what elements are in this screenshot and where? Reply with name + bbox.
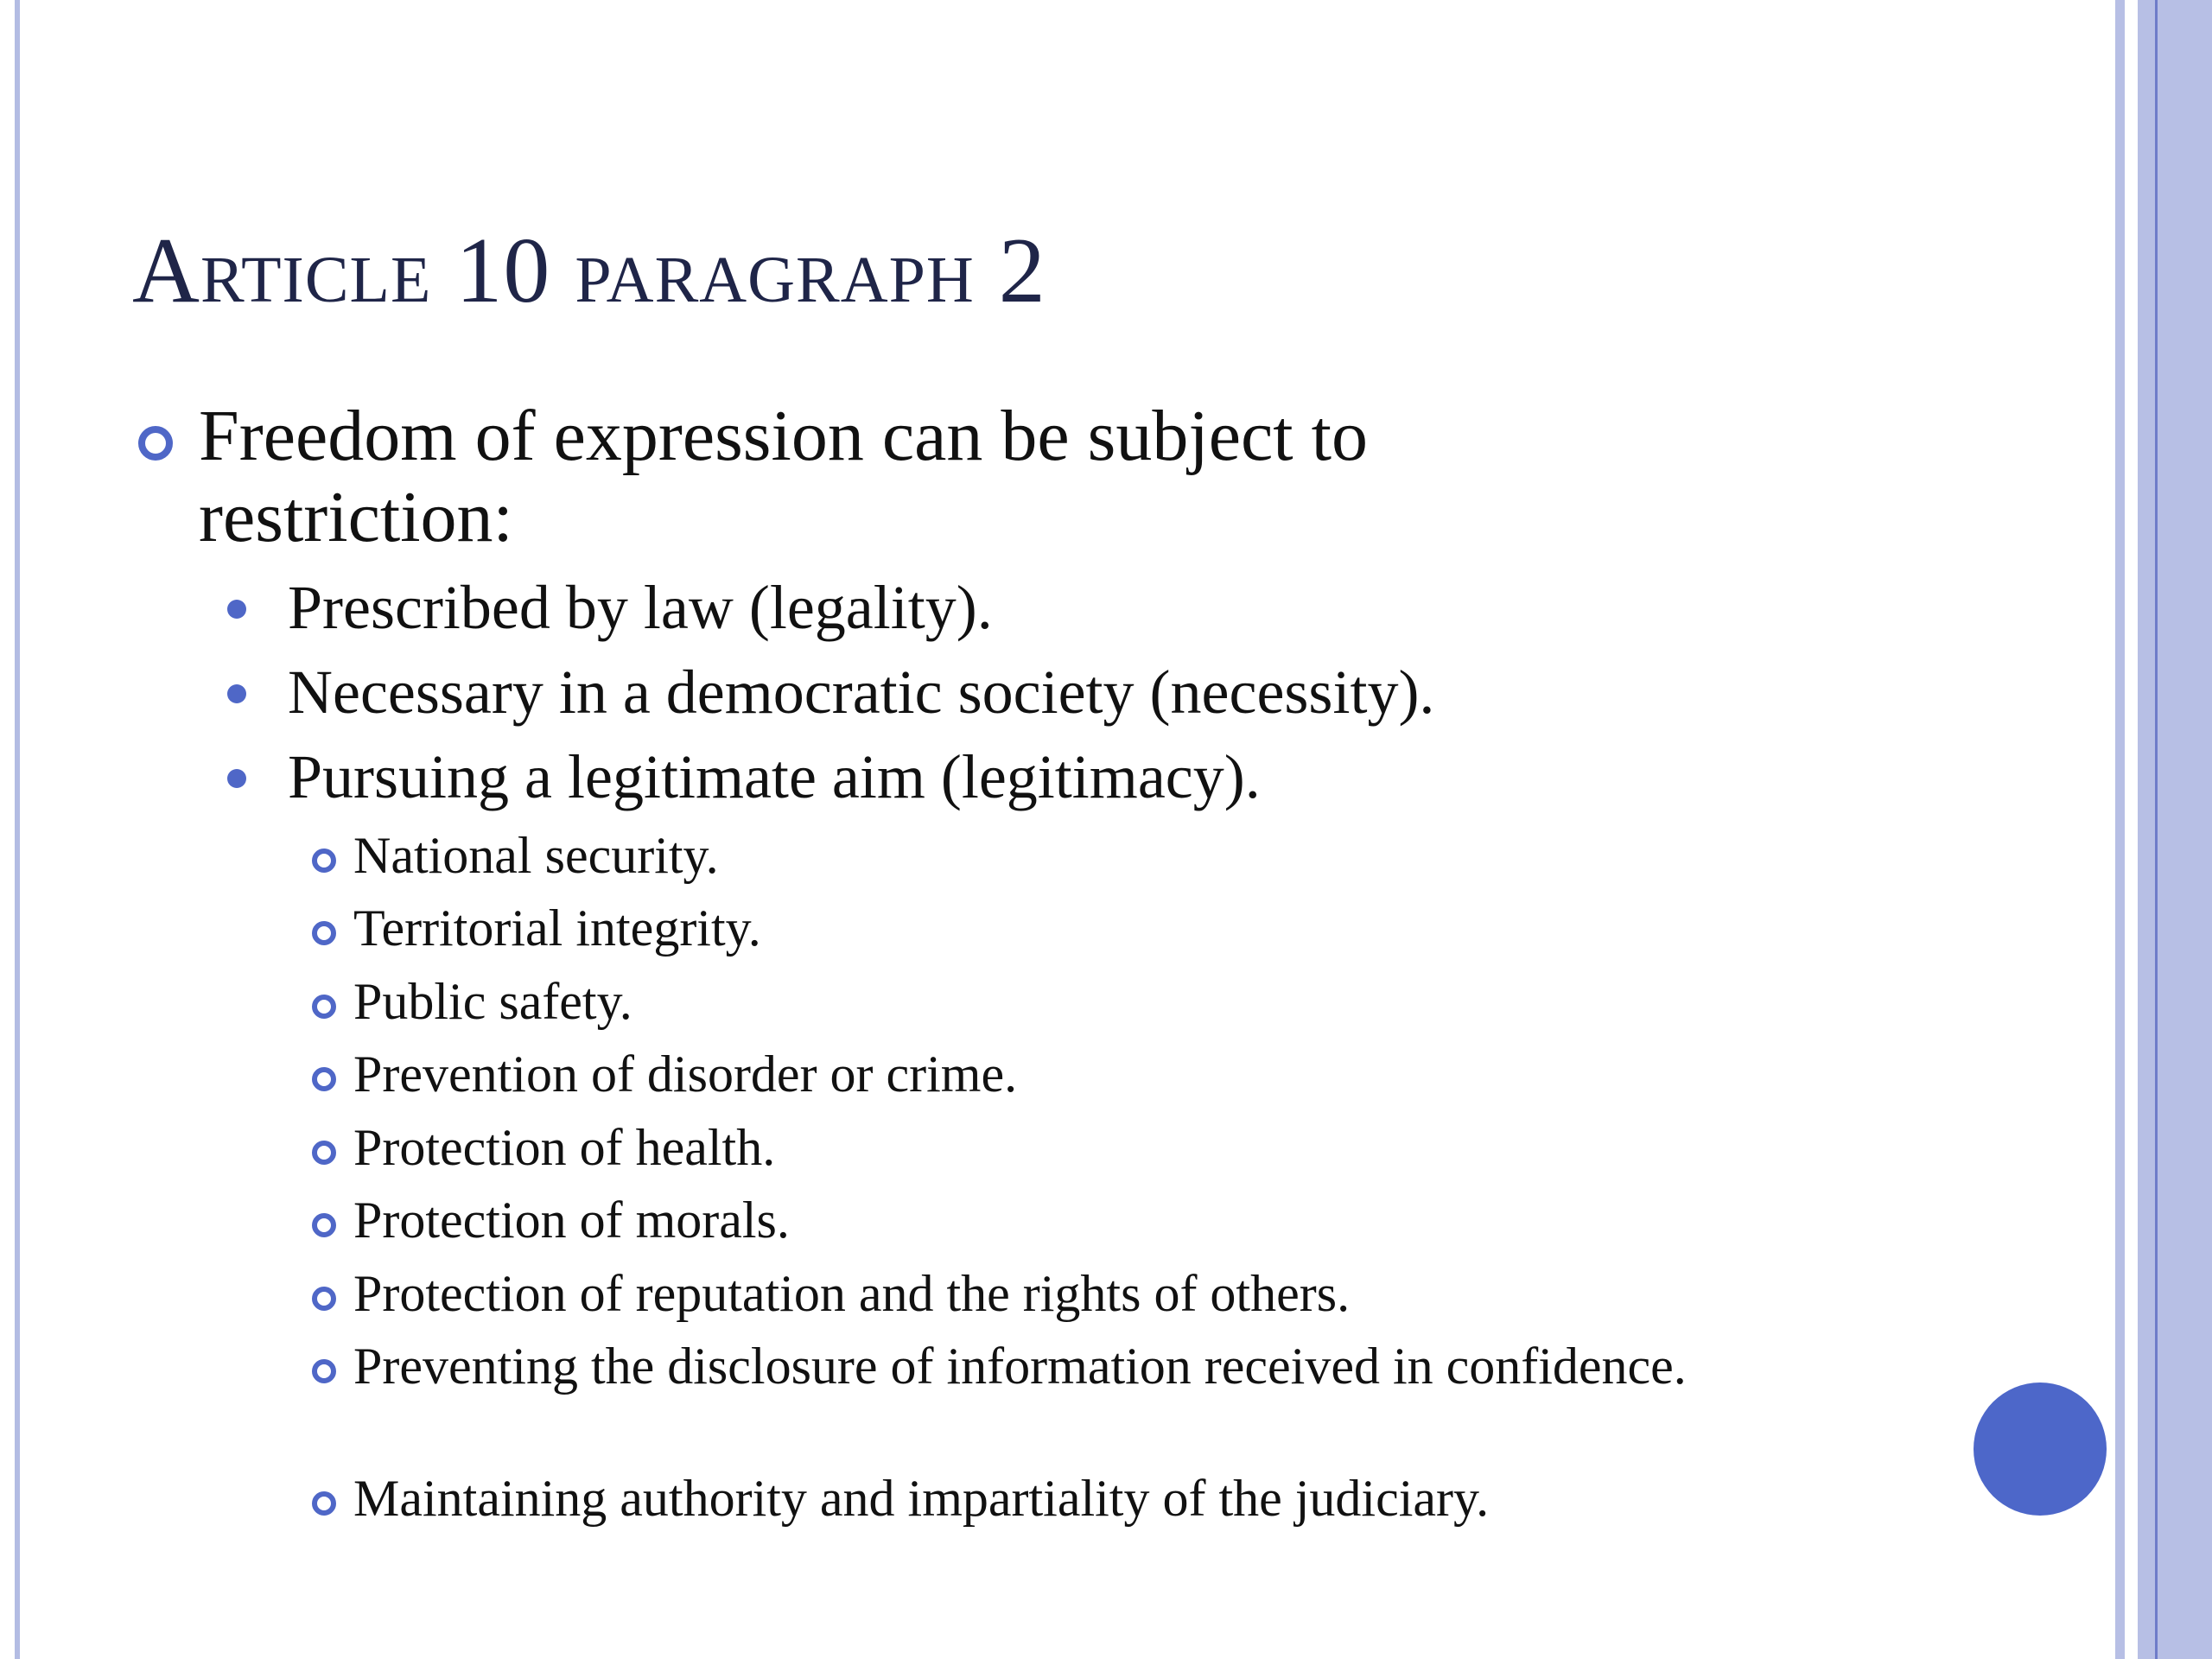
main-point-text: Freedom of expression can be subject to restriction: [199,396,1368,557]
ring-bullet-icon [312,1067,336,1091]
ring-bullet-icon [312,1359,336,1383]
aim-item: Preventing the disclosure of information received in confidence. [353,1338,1687,1395]
aim-item: National security. [353,827,719,884]
right-border-band [2138,0,2155,1659]
condition-item: Pursuing a legitimate aim (legitimacy). [288,742,1261,811]
aim-item: Prevention of disorder or crime. [353,1046,1018,1103]
aim-item: Maintaining authority and impartiality of the judiciary. [353,1470,1490,1527]
aim-item: Public safety. [353,973,632,1030]
ring-bullet-icon [312,1287,336,1311]
right-border-stripe [2115,0,2125,1659]
ring-bullet-icon [312,921,336,945]
aim-item: Protection of morals. [353,1192,790,1249]
ring-bullet-icon [138,426,173,461]
dot-bullet-icon [227,600,246,619]
dot-bullet-icon [227,684,246,703]
aim-item: Protection of health. [353,1119,776,1176]
slide-title: Article 10 paragraph 2 [132,219,1046,322]
condition-item: Prescribed by law (legality). [288,573,993,642]
ring-bullet-icon [312,1491,336,1516]
left-border-stripe [15,0,20,1659]
right-border-band-outer [2158,0,2212,1659]
ring-bullet-icon [312,1213,336,1237]
ring-bullet-icon [312,995,336,1019]
ring-bullet-icon [312,1141,336,1165]
aim-item: Territorial integrity. [353,899,761,957]
dot-bullet-icon [227,769,246,788]
condition-item: Necessary in a democratic society (necessity). [288,658,1435,727]
decorative-circle [1974,1382,2107,1516]
aim-item: Protection of reputation and the rights of others. [353,1265,1351,1322]
ring-bullet-icon [312,849,336,873]
